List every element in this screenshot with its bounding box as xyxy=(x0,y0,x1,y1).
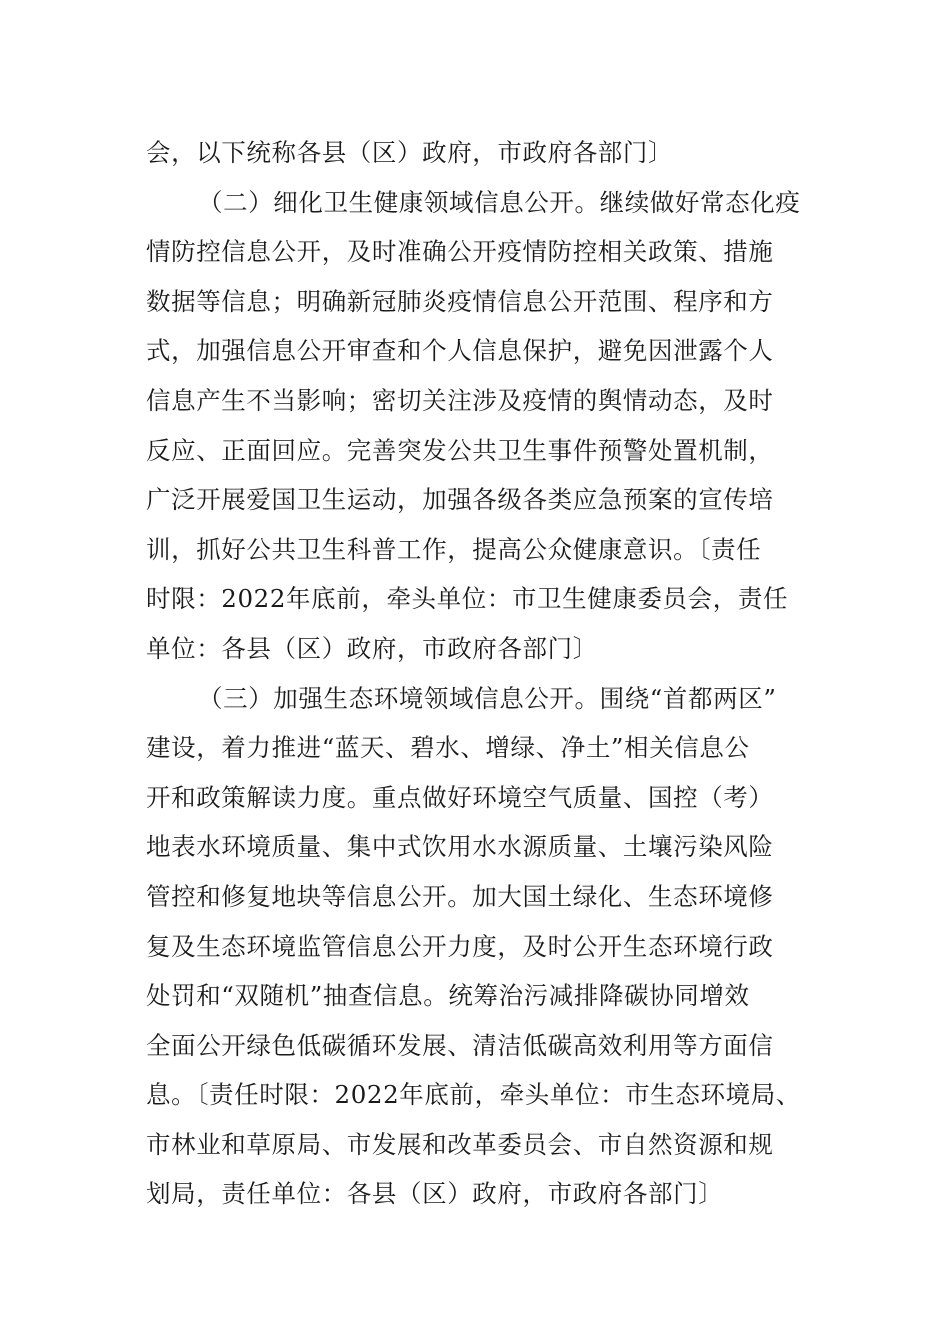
text-line: 全面公开绿色低碳循环发展、清洁低碳高效利用等方面信 xyxy=(146,1030,774,1060)
text-line: 广泛开展爱国卫生运动，加强各级各类应急预案的宣传培 xyxy=(146,485,774,515)
text-line: 情防控信息公开，及时准确公开疫情防控相关政策、措施 xyxy=(146,237,774,267)
section-heading-line: （三）加强生态环境领域信息公开。围绕“首都两区” xyxy=(198,683,777,713)
text-line: 划局，责任单位：各县（区）政府，市政府各部门〕 xyxy=(146,1179,724,1209)
text-line: 反应、正面回应。完善突发公共卫生事件预警处置机制， xyxy=(146,435,774,465)
text-line: 时限：2022年底前，牵头单位：市卫生健康委员会，责任 xyxy=(146,584,789,614)
text-line: 式，加强信息公开审查和个人信息保护，避免因泄露个人 xyxy=(146,336,774,366)
text-line: 管控和修复地块等信息公开。加大国土绿化、生态环境修 xyxy=(146,881,774,911)
text-line: 会，以下统称各县（区）政府，市政府各部门〕 xyxy=(146,138,674,167)
text-line: 单位：各县（区）政府，市政府各部门〕 xyxy=(146,633,598,663)
text-line: 息。〔责任时限：2022年底前，牵头单位：市生态环境局、 xyxy=(146,1080,801,1110)
text-line: 信息产生不当影响；密切关注涉及疫情的舆情动态，及时 xyxy=(146,385,774,415)
text-line: 处罚和“双随机”抽查信息。统筹治污减排降碳协同增效 xyxy=(146,981,750,1011)
text-line: 建设，着力推进“蓝天、碧水、增绿、净土”相关信息公 xyxy=(146,733,750,763)
text-line: 复及生态环境监管信息公开力度，及时公开生态环境行政 xyxy=(146,931,774,961)
text-line: 地表水环境质量、集中式饮用水水源质量、土壤污染风险 xyxy=(146,832,774,862)
text-line: 市林业和草原局、市发展和改革委员会、市自然资源和规 xyxy=(146,1129,774,1159)
body-text xyxy=(146,128,826,1219)
section-heading-line: （二）细化卫生健康领域信息公开。继续做好常态化疫 xyxy=(198,187,801,217)
text-line: 训，抓好公共卫生科普工作，提高公众健康意识。〔责任 xyxy=(146,534,762,564)
text-line: 数据等信息；明确新冠肺炎疫情信息公开范围、程序和方 xyxy=(146,286,774,316)
text-line: 开和政策解读力度。重点做好环境空气质量、国控（考） xyxy=(146,782,774,812)
